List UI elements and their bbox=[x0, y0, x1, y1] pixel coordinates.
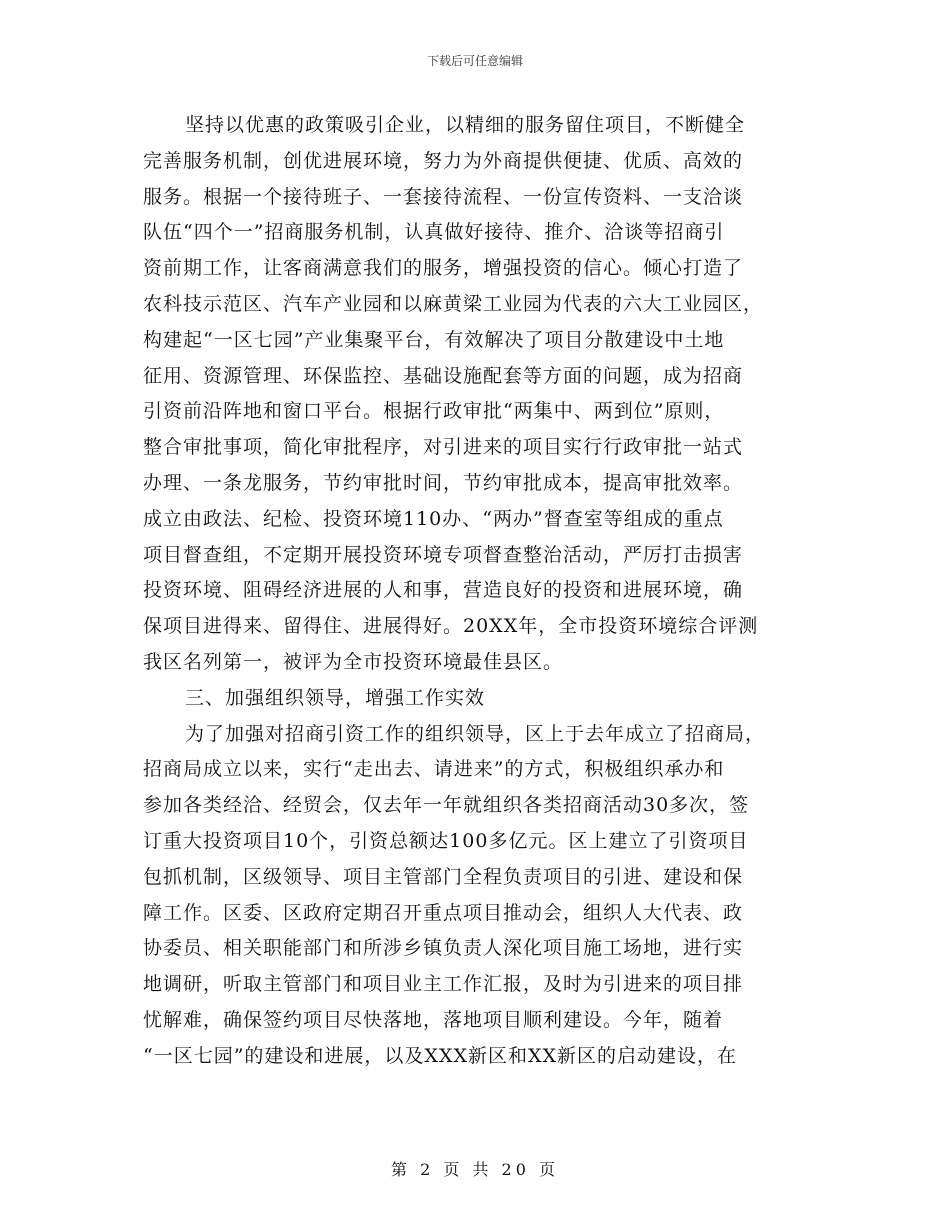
document-body bbox=[143, 108, 811, 1075]
paragraph-line: 订重大投资项目10个，引资总额达100多亿元。区上建立了引资项目 bbox=[143, 829, 749, 852]
paragraph-line: 资前期工作，让客商满意我们的服务，增强投资的信心。倾心打造了 bbox=[143, 257, 744, 280]
paragraph-line: 为了加强对招商引资工作的组织领导，区上于去年成立了招商局， bbox=[185, 722, 766, 745]
paragraph-line: 协委员、相关职能部门和所涉乡镇负责人深化项目施工场地，进行实 bbox=[143, 937, 744, 960]
paragraph-line: 整合审批事项，简化审批程序，对引进来的项目实行行政审批一站式 bbox=[143, 436, 744, 459]
paragraph-line: 障工作。区委、区政府定期召开重点项目推动会，组织人大代表、政 bbox=[143, 901, 744, 924]
paragraph-line: 队伍“四个一”招商服务机制，认真做好接待、推介、洽谈等招商引 bbox=[143, 221, 725, 244]
paragraph-line: 坚持以优惠的政策吸引企业，以精细的服务留住项目，不断健全 bbox=[185, 114, 746, 136]
paragraph-line: 地调研，听取主管部门和项目业主工作汇报，及时为引进来的项目排 bbox=[143, 973, 744, 996]
paragraph-line: 构建起“一区七园”产业集聚平台，有效解决了项目分散建设中土地 bbox=[143, 328, 725, 351]
paragraph-line: 完善服务机制，创优进展环境，努力为外商提供便捷、优质、高效的 bbox=[143, 149, 744, 172]
paragraph-line: 包抓机制，区级领导、项目主管部门全程负责项目的引进、建设和保 bbox=[143, 865, 744, 888]
page-header: 下载后可任意编辑 bbox=[426, 54, 523, 68]
section-heading: 三、加强组织领导，增强工作实效 bbox=[185, 686, 486, 709]
paragraph-line: 办理、一条龙服务，节约审批时间，节约审批成本，提高审批效率。 bbox=[143, 471, 744, 494]
paragraph-line: 我区名列第一，被评为全市投资环境最佳县区。 bbox=[143, 650, 564, 673]
paragraph-line: 参加各类经洽、经贸会，仅去年一年就组织各类招商活动30多次，签 bbox=[143, 794, 750, 817]
paragraph-line: 征用、资源管理、环保监控、基础设施配套等方面的问题，成为招商 bbox=[143, 364, 744, 387]
paragraph-line: 项目督查组，不定期开展投资环境专项督查整治活动，严厉打击损害 bbox=[143, 543, 744, 566]
paragraph-line: 保项目进得来、留得住、进展得好。20XX年，全市投资环境综合评测 bbox=[143, 615, 759, 638]
paragraph-line: 忧解难，确保签约项目尽快落地，落地项目顺利建设。今年，随着 bbox=[143, 1008, 724, 1031]
paragraph-line: 农科技示范区、汽车产业园和以麻黄梁工业园为代表的六大工业园区， bbox=[143, 292, 764, 315]
paragraph-line: 投资环境、阻碍经济进展的人和事，营造良好的投资和进展环境，确 bbox=[143, 579, 744, 602]
paragraph-line: “一区七园”的建设和进展，以及XXX新区和XX新区的启动建设，在 bbox=[143, 1044, 738, 1067]
paragraph-line: 招商局成立以来，实行“走出去、请进来”的方式，积极组织承办和 bbox=[143, 758, 725, 781]
paragraph-line: 成立由政法、纪检、投资环境110办、“两办”督查室等组成的重点 bbox=[143, 507, 724, 530]
paragraph-line: 服务。根据一个接待班子、一套接待流程、一份宣传资料、一支洽谈 bbox=[143, 185, 744, 208]
paragraph-line: 引资前沿阵地和窗口平台。根据行政审批“两集中、两到位”原则， bbox=[143, 400, 725, 423]
page-number-footer: 第 2 页 共 20 页 bbox=[391, 1160, 559, 1179]
